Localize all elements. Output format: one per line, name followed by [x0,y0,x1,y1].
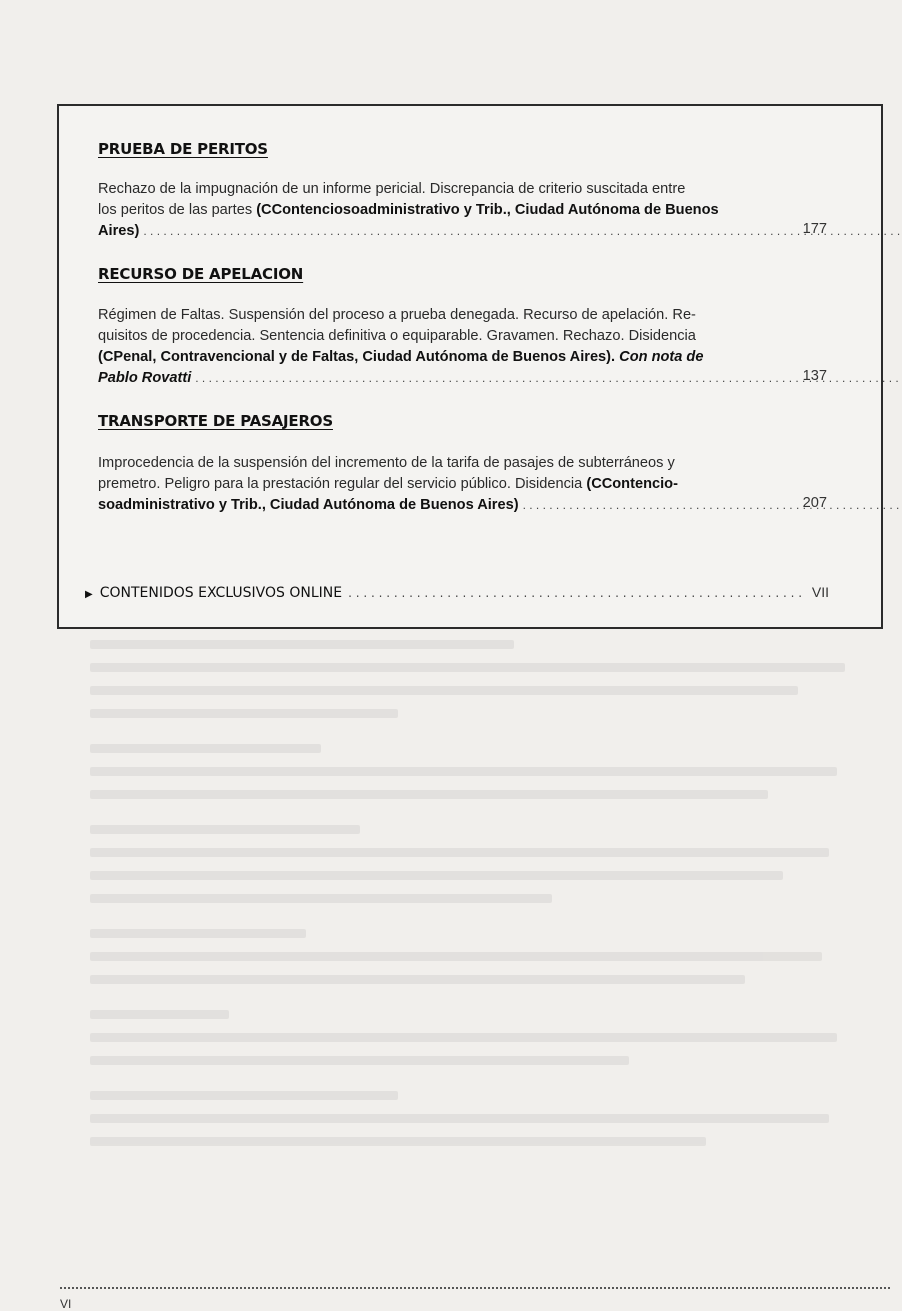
section-title-recurso-de-apelacion: RECURSO DE APELACION [98,265,304,283]
dot-leader [143,223,902,239]
page-number: 207 [802,495,827,511]
section-title-prueba-de-peritos: PRUEBA DE PERITOS [98,140,268,158]
dot-leader [348,586,806,600]
entry-line: quisitos de procedencia. Sentencia definitiva o equiparable. Gravamen. Rechazo. Disidencia [98,328,696,344]
footer-divider [60,1287,890,1289]
footer-page-number: VI [60,1297,72,1311]
entry-line: Régimen de Faltas. Suspensión del proceso a prueba denegada. Recurso de apelación. Re- [98,307,696,323]
reverse-page-bleed [90,640,860,1240]
toc-entry-transporte-de-pasajeros[interactable] [98,453,798,516]
toc-entry-prueba-de-peritos[interactable] [98,179,798,242]
entry-line: Rechazo de la impugnación de un informe pericial. Discrepancia de criterio suscitada entre [98,181,686,197]
page-number: 137 [802,368,827,384]
court-name-cont: Aires) [98,223,140,239]
court-name: (CPenal, Contravencional y de Faltas, Ciudad Autónoma de Buenos Aires). [98,349,616,365]
court-name: (CContencio- [586,476,678,492]
entry-line: Improcedencia de la suspensión del incremento de la tarifa de pasajes de subterráneos y [98,455,675,471]
entry-line: los peritos de las partes (CContenciosoadministrativo y Trib., Ciudad Autónoma de Buenos [98,202,719,218]
online-contents-label: CONTENIDOS EXCLUSIVOS ONLINE [99,585,343,601]
entry-line: premetro. Peligro para la prestación regular del servicio público. Disidencia (CContencio- [98,476,678,492]
entry-leader-line [98,368,798,389]
note-author-cont: Pablo Rovatti [98,370,192,386]
triangle-right-icon: ▶ [85,589,93,600]
dot-leader [195,370,902,386]
entry-line [98,347,798,368]
page-number: 177 [802,221,827,237]
dot-leader [523,497,902,513]
entry-leader-line [98,495,798,516]
court-name-cont: soadministrativo y Trib., Ciudad Autónoma de Buenos Aires) [98,497,519,513]
page-number: VII [811,584,829,600]
court-name: (CContenciosoadministrativo y Trib., Ciudad Autónoma de Buenos [256,202,719,218]
toc-box [57,104,883,629]
toc-entry-recurso-de-apelacion[interactable] [98,305,798,389]
online-contents-link[interactable] [85,584,829,601]
section-title-transporte-de-pasajeros: TRANSPORTE DE PASAJEROS [98,412,333,430]
entry-leader-line [98,221,798,242]
note-author: Con nota de [615,349,704,365]
